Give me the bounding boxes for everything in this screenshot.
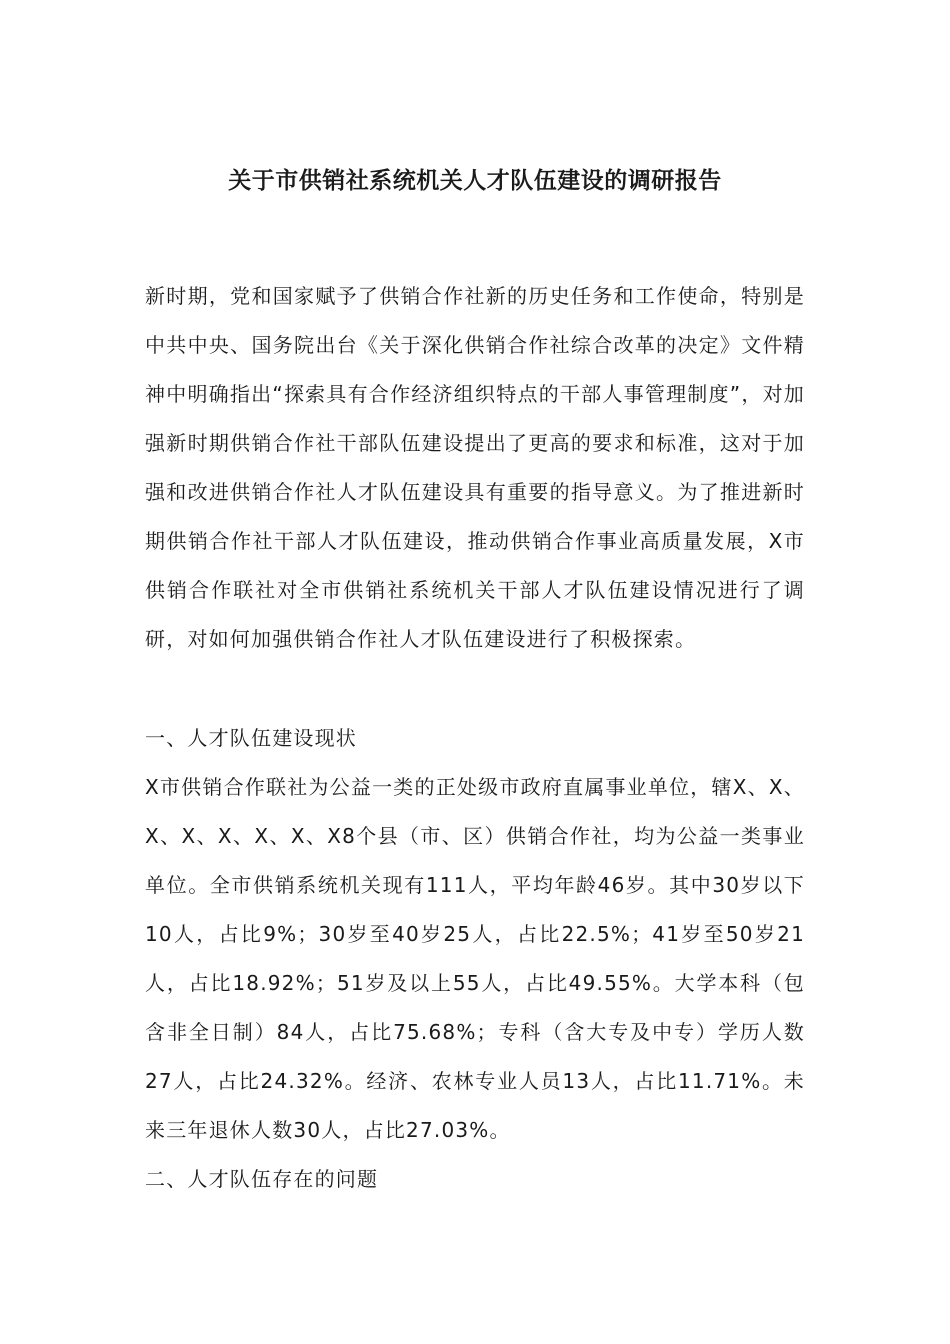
section-heading-problems: 二、人才队伍存在的问题 (145, 1167, 379, 1191)
status-paragraph: X市供销合作联社为公益一类的正处级市政府直属事业单位，辖X、X、X、X、X、X、X、X8个县（市、区）供销合作社，均为公益一类事业单位。全市供销系统机关现有111人，平均年龄46岁。其中30岁以下10人，占比9%；30岁至40岁25人，占比22.5%；41岁至50岁21人，占比18.92%；51岁及以上55人，占比49.55%。大学本科（包含非全日制）84人，占比75.68%；专科（含大专及中专）学历人数27人，占比24.32%。经济、农林专业人员13人，占比11.71%。未来三年退休人数30人，占比27.03%。 (145, 775, 805, 1142)
document-title: 关于市供销社系统机关人才队伍建设的调研报告 (228, 167, 722, 194)
intro-paragraph: 新时期，党和国家赋予了供销合作社新的历史任务和工作使命，特别是中共中央、国务院出台《关于深化供销合作社综合改革的决定》文件精神中明确指出“探索具有合作经济组织特点的干部人事管理制度”，对加强新时期供销合作社干部队伍建设提出了更高的要求和标准，这对于加强和改进供销合作社人才队伍建设具有重要的指导意义。为了推进新时期供销合作社干部人才队伍建设，推动供销合作事业高质量发展，X市供销合作联社对全市供销社系统机关干部人才队伍建设情况进行了调研，对如何加强供销合作社人才队伍建设进行了积极探索。 (145, 284, 805, 651)
section-heading-status: 一、人才队伍建设现状 (145, 726, 357, 750)
